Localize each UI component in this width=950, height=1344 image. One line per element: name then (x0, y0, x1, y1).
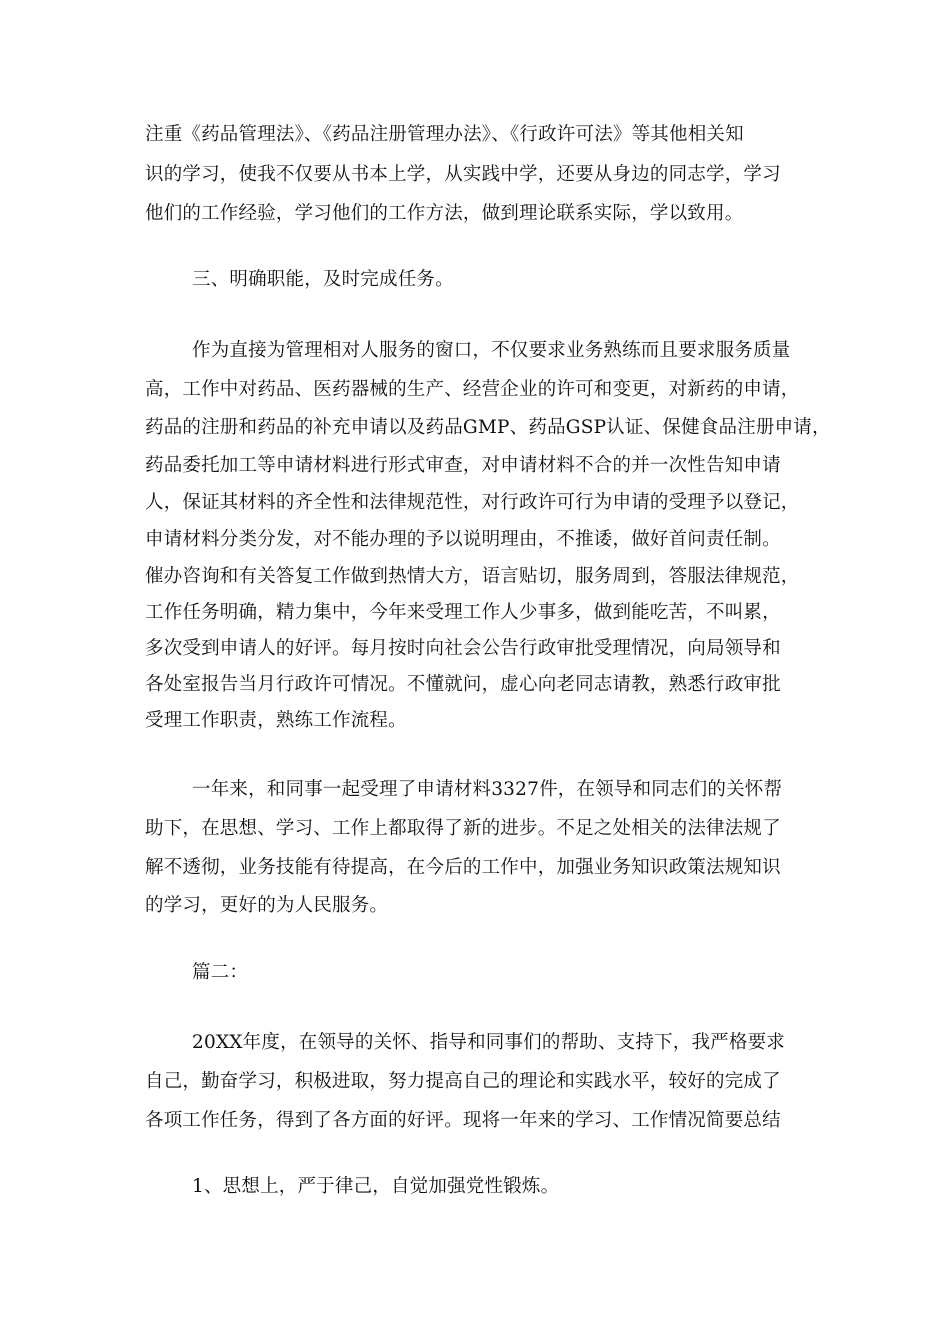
heading-text: 1、思想上，严于律己，自觉加强党性锻炼。 (192, 1176, 560, 1197)
text-line: 助下，在思想、学习、工作上都取得了新的进步。不足之处相关的法律法规了 (145, 818, 781, 839)
text-line: 识的学习，使我不仅要从书本上学，从实践中学，还要从身边的同志学，学习 (145, 164, 781, 185)
text-line: 申请材料分类分发，对不能办理的予以说明理由，不推诿，做好首问责任制。 (145, 529, 781, 550)
text-line: 各处室报告当月行政许可情况。不懂就问，虚心向老同志请教，熟悉行政审批 (145, 674, 781, 695)
text-line: 高，工作中对药品、医药器械的生产、经营企业的许可和变更，对新药的申请， (145, 379, 800, 400)
text-line: 工作任务明确，精力集中，今年来受理工作人少事多，做到能吃苦，不叫累， (145, 602, 781, 623)
text-line: 药品的注册和药品的补充申请以及药品GMP、药品GSP认证、保健食品注册申请， (145, 417, 831, 438)
text-line: 一年来，和同事一起受理了申请材料3327件，在领导和同志们的关怀帮 (192, 779, 783, 800)
text-line: 的学习，更好的为人民服务。 (145, 895, 389, 916)
heading-text: 篇二： (192, 962, 249, 983)
text-line: 作为直接为管理相对人服务的窗口，不仅要求业务熟练而且要求服务质量 (192, 340, 791, 361)
text-line: 各项工作任务，得到了各方面的好评。现将一年来的学习、工作情况简要总结 (145, 1110, 781, 1131)
text-line: 20XX年度，在领导的关怀、指导和同事们的帮助、支持下，我严格要求 (192, 1032, 785, 1053)
text-line: 自己，勤奋学习，积极进取，努力提高自己的理论和实践水平，较好的完成了 (145, 1071, 781, 1092)
text-line: 受理工作职责，熟练工作流程。 (145, 710, 407, 731)
text-line: 药品委托加工等申请材料进行形式审查，对申请材料不合的并一次性告知申请 (145, 455, 781, 476)
text-line: 人，保证其材料的齐全性和法律规范性，对行政许可行为申请的受理予以登记， (145, 492, 800, 513)
text-line: 多次受到申请人的好评。每月按时向社会公告行政审批受理情况，向局领导和 (145, 638, 781, 659)
heading-text: 三、明确职能，及时完成任务。 (192, 269, 454, 290)
text-line: 他们的工作经验，学习他们的工作方法，做到理论联系实际，学以致用。 (145, 203, 744, 224)
text-line: 注重《药品管理法》、《药品注册管理办法》、《行政许可法》等其他相关知 (145, 124, 744, 145)
text-line: 解不透彻，业务技能有待提高，在今后的工作中，加强业务知识政策法规知识 (145, 857, 781, 878)
text-line: 催办咨询和有关答复工作做到热情大方，语言贴切，服务周到，答服法律规范， (145, 566, 800, 587)
